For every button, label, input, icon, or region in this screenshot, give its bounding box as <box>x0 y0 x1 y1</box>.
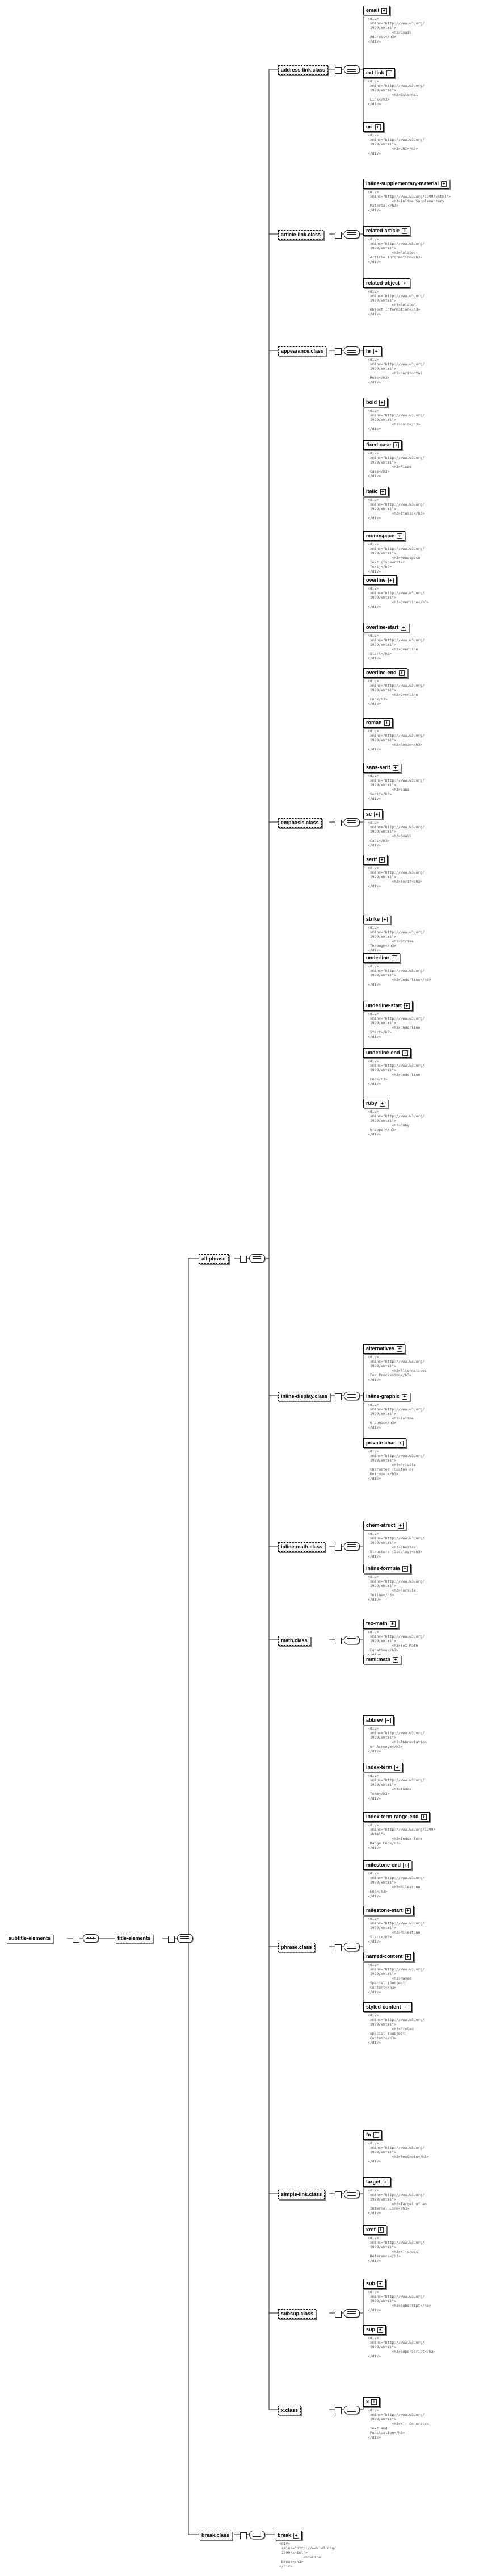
choice-compositor-icon <box>344 2190 360 2198</box>
choice-compositor-icon <box>344 2309 360 2318</box>
node-label: abbrev <box>366 1717 383 1723</box>
element-fn[interactable] <box>363 2130 382 2140</box>
expand-plus-icon[interactable]: + <box>401 625 406 631</box>
documentation-text: <div> xmlns="http://www.w3.org/1999/xhtml"> <h3>Inline Supplementary Material</h3> </div> <box>368 190 451 212</box>
node-label: email <box>366 7 380 13</box>
choice-mark <box>347 2411 356 2412</box>
node-label: milestone-end <box>366 1862 401 1868</box>
element-strike[interactable] <box>363 915 390 924</box>
expand-plus-icon[interactable]: + <box>377 2327 383 2333</box>
documentation-text: <div> xmlns="http://www.w3.org/ 1999/xhtml"> <h3>Strike Through</h3> </div> <box>368 925 425 953</box>
node-label: target <box>366 2179 381 2185</box>
node-label: break <box>278 2532 292 2538</box>
element-sub[interactable] <box>363 2279 386 2289</box>
group-subsup-class[interactable] <box>278 2309 316 2319</box>
expand-plus-icon[interactable]: + <box>397 533 402 539</box>
expand-toggle-icon[interactable] <box>335 820 342 826</box>
expand-toggle-icon[interactable] <box>335 2407 342 2414</box>
group-address-link-class[interactable] <box>278 65 328 75</box>
root-label: subtitle-elements <box>9 1935 51 1941</box>
expand-plus-icon[interactable]: + <box>441 181 447 187</box>
documentation-text: <div> xmlns="http://www.w3.org/ 1999/xhtml"> <h3>Target of an Internal Link</h3> </div> <box>368 2188 427 2215</box>
sequence-compositor-icon <box>83 1934 99 1943</box>
choice-mark <box>253 1256 261 1257</box>
element-chem-struct[interactable] <box>363 1521 406 1530</box>
choice-mark <box>347 69 356 70</box>
node-label: sans-serif <box>366 765 390 770</box>
node-label: named-content <box>366 1953 403 1959</box>
node-label: mml:math <box>366 1656 391 1662</box>
expand-plus-icon[interactable]: + <box>398 1441 404 1446</box>
node-label: underline-start <box>366 1003 402 1008</box>
documentation-text: <div> xmlns="http://www.w3.org/ 1999/xhtml"> <h3>Overline Start</h3> </div> <box>368 633 425 661</box>
element-uri[interactable] <box>363 122 384 132</box>
node-label: roman <box>366 720 382 725</box>
documentation-text: <div> xmlns="http://www.w3.org/ 1999/xhtml"> <h3>Chemical Structure (Display)</h3> </div> <box>368 1531 425 1559</box>
expand-toggle-icon[interactable] <box>335 348 342 355</box>
node-label: index-term-range-end <box>366 1814 419 1819</box>
choice-compositor-icon <box>344 65 360 74</box>
sequence-mark <box>90 1937 91 1939</box>
documentation-text: <div> xmlns="http://www.w3.org/ 1999/xhtml"> <h3>Italic</h3> </div> <box>368 498 425 520</box>
documentation-text: <div> xmlns="http://www.w3.org/ 1999/xhtml"> <h3>TeX Math Equation</h3> <box>368 1630 425 1652</box>
expand-plus-icon[interactable]: + <box>399 670 405 676</box>
documentation-text: <div> xmlns="http://www.w3.org/ 1999/xhtml"> <h3>Bold</h3> </div> <box>368 408 425 431</box>
choice-compositor-icon <box>344 1392 360 1400</box>
expand-plus-icon[interactable]: + <box>402 1566 408 1572</box>
expand-plus-icon[interactable]: + <box>404 1003 410 1009</box>
node-label: x.class <box>281 2407 299 2413</box>
choice-compositor-icon <box>344 230 360 239</box>
group-article-link-class[interactable] <box>278 230 323 240</box>
expand-plus-icon[interactable]: + <box>379 400 385 406</box>
expand-plus-icon[interactable]: + <box>373 349 379 354</box>
node-label: phrase.class <box>281 1944 312 1950</box>
documentation-text: <div> xmlns="http://www.w3.org/ 1999/xhtml"> <h3>Footnote</h3> </div> <box>368 2141 429 2164</box>
node-label: uri <box>366 124 373 130</box>
documentation-text: <div> xmlns="http://www.w3.org/ 1999/xhtml"> <h3>Related Article Information</h3> </div> <box>368 237 425 264</box>
element-related-article[interactable] <box>363 226 410 236</box>
expand-toggle-icon[interactable] <box>335 232 342 239</box>
documentation-text: <div> xmlns="http://www.w3.org/ 1999/xhtml"> <h3>Related Object Information</h3> </div> <box>368 289 425 316</box>
node-label: fn <box>366 2132 371 2137</box>
documentation-text: <div> xmlns="http://www.w3.org/ 1999/xhtml"> <h3>Serif</h3> </div> <box>368 866 425 888</box>
node-label: address-link.class <box>281 67 326 73</box>
element-underline-start[interactable] <box>363 1001 413 1011</box>
choice-compositor-icon <box>177 1934 193 1943</box>
choice-mark <box>347 1544 356 1545</box>
documentation-text: <div> xmlns="http://www.w3.org/ 1999/xhtml"> <h3>Line Break</h3> </div> <box>279 2541 337 2569</box>
choice-mark <box>347 232 356 233</box>
expand-plus-icon[interactable]: + <box>421 1814 427 1820</box>
choice-mark <box>180 1936 189 1937</box>
node-label: hr <box>366 348 371 354</box>
documentation-text: <div> xmlns="http://www.w3.org/ 1999/xhtml"> <h3>X - Generated Text and Punctuation</h3> </div> <box>368 2408 429 2440</box>
choice-compositor-icon <box>249 1254 265 1263</box>
root-element-subtitle-elements[interactable] <box>6 1934 53 1943</box>
expand-plus-icon[interactable]: + <box>397 1346 402 1352</box>
choice-compositor-icon <box>344 1943 360 1951</box>
expand-plus-icon[interactable]: + <box>374 812 380 817</box>
documentation-text: <div> xmlns="http://www.w3.org/ 1999/xhtml"> <h3>Superscript</h3> </div> <box>368 2336 436 2358</box>
expand-plus-icon[interactable]: + <box>388 578 394 583</box>
documentation-text: <div> xmlns="http://www.w3.org/ 1999/xhtml"> <h3>Overline</h3> </div> <box>368 586 429 609</box>
expand-plus-icon[interactable]: + <box>371 2399 377 2405</box>
choice-mark <box>347 820 356 821</box>
documentation-text: <div> xmlns="http://www.w3.org/ 1999/xhtml"> <h3>Underline End</h3> </div> <box>368 1059 425 1086</box>
node-label: article-link.class <box>281 232 321 237</box>
node-label: appearance.class <box>281 348 324 354</box>
documentation-text: <div> xmlns="http://www.w3.org/1999/ xhtml"> <h3>Index Term Range End</h3> </div> <box>368 1823 436 1850</box>
element-inline-formula[interactable] <box>363 1564 411 1573</box>
documentation-text: <div> xmlns="http://www.w3.org/ 1999/xhtml"> <h3>Overline End</h3> </div> <box>368 679 425 706</box>
element-index-term-range-end[interactable] <box>363 1812 430 1822</box>
expand-plus-icon[interactable]: + <box>386 70 392 76</box>
element-alternatives[interactable] <box>363 1344 405 1354</box>
element-break[interactable] <box>275 2531 302 2540</box>
node-label: ext-link <box>366 70 384 76</box>
documentation-text: <div> xmlns="http://www.w3.org/ 1999/xhtml"> <h3>Subscript</h3> </div> <box>368 2290 431 2312</box>
element-related-object[interactable] <box>363 278 410 288</box>
element-styled-content[interactable] <box>363 2002 412 2012</box>
documentation-text: <div> xmlns="http://www.w3.org/ 1999/xhtml"> <h3>Monospace Text (Typewriter Text)</h3> </div> <box>368 542 425 574</box>
element-named-content[interactable] <box>363 1952 414 1961</box>
group-break-class[interactable] <box>199 2531 232 2540</box>
sequence-mark <box>87 1937 89 1939</box>
node-label: underline <box>366 955 389 961</box>
element-milestone-end[interactable] <box>363 1860 411 1870</box>
node-label: fixed-case <box>366 442 392 448</box>
node-label: inline-display.class <box>281 1393 327 1399</box>
group-inline-math-class[interactable] <box>278 1542 325 1552</box>
choice-mark <box>347 1638 356 1639</box>
documentation-text: <div> xmlns="http://www.w3.org/ 1999/xhtml"> <h3>Underline Start</h3> </div> <box>368 1012 425 1039</box>
element-sans-serif[interactable] <box>363 763 401 773</box>
expand-plus-icon[interactable]: + <box>385 1718 391 1723</box>
element-fixed-case[interactable] <box>363 440 402 450</box>
choice-mark <box>347 2311 356 2312</box>
choice-mark <box>347 822 356 823</box>
group-phrase-class[interactable] <box>278 1943 315 1952</box>
choice-mark <box>347 2192 356 2193</box>
expand-toggle-icon[interactable] <box>335 1638 342 1644</box>
element-mml-math[interactable] <box>363 1655 401 1664</box>
node-label: x <box>366 2399 369 2404</box>
element-abbrev[interactable] <box>363 1715 394 1725</box>
element-index-term[interactable] <box>363 1763 403 1772</box>
sequence-mark <box>93 1937 94 1939</box>
element-ext-link[interactable] <box>363 68 395 78</box>
element-overline[interactable] <box>363 575 397 585</box>
node-label: index-term <box>366 1764 393 1770</box>
documentation-text: <div> xmlns="http://www.w3.org/ 1999/xhtml"> <h3>Formula, Inline</h3> </div> <box>368 1575 425 1602</box>
expand-plus-icon[interactable]: + <box>402 281 407 286</box>
node-label: simple-link.class <box>281 2191 322 2197</box>
expand-toggle-icon[interactable] <box>335 1944 342 1951</box>
expand-toggle-icon[interactable] <box>168 1936 175 1943</box>
group-label: title-elements <box>117 1935 151 1941</box>
node-label: milestone-start <box>366 1907 403 1913</box>
expand-toggle-icon[interactable] <box>335 2191 342 2198</box>
choice-mark <box>347 234 356 235</box>
documentation-text: <div> xmlns="http://www.w3.org/ 1999/xhtml"> <h3>Underline</h3> </div> <box>368 964 431 987</box>
node-label: xref <box>366 2227 376 2232</box>
group-simple-link-class[interactable] <box>278 2190 325 2199</box>
node-label: styled-content <box>366 2004 401 2010</box>
node-label: italic <box>366 489 378 494</box>
choice-mark <box>347 2313 356 2314</box>
expand-plus-icon[interactable]: + <box>393 1657 398 1663</box>
expand-plus-icon[interactable]: + <box>403 1863 409 1868</box>
documentation-text: <div> xmlns="http://www.w3.org/ 1999/xhtml"> <h3>Index Term</h3> </div> <box>368 1773 425 1801</box>
expand-plus-icon[interactable]: + <box>382 917 388 922</box>
expand-plus-icon[interactable]: + <box>378 2227 384 2233</box>
element-xref[interactable] <box>363 2225 386 2235</box>
choice-mark <box>347 1397 356 1398</box>
node-label: overline <box>366 577 386 583</box>
documentation-text: <div> xmlns="http://www.w3.org/ 1999/xhtml"> <h3>Horizontal Rule</h3> </div> <box>368 357 425 385</box>
node-label: overline-start <box>366 624 399 630</box>
node-label: related-article <box>366 228 400 233</box>
expand-plus-icon[interactable]: + <box>405 1954 411 1960</box>
choice-mark <box>180 1938 189 1939</box>
choice-mark <box>347 1394 356 1395</box>
node-label: sup <box>366 2327 376 2332</box>
expand-plus-icon[interactable]: + <box>375 124 381 130</box>
expand-plus-icon[interactable]: + <box>390 1621 396 1627</box>
element-italic[interactable] <box>363 487 389 496</box>
node-label: private-char <box>366 1440 396 1446</box>
node-label: tex-math <box>366 1621 388 1626</box>
choice-mark <box>347 71 356 72</box>
choice-mark <box>347 2195 356 2196</box>
expand-plus-icon[interactable]: + <box>379 857 385 863</box>
group-label: break.class <box>201 2532 230 2538</box>
element-target[interactable] <box>363 2177 391 2187</box>
element-ruby[interactable] <box>363 1099 388 1108</box>
expand-plus-icon[interactable]: + <box>394 1765 400 1771</box>
expand-plus-icon[interactable]: + <box>392 955 397 961</box>
expand-plus-icon[interactable]: + <box>377 2281 383 2287</box>
element-hr[interactable] <box>363 346 382 356</box>
choice-mark <box>347 352 356 353</box>
choice-mark <box>347 1948 356 1949</box>
documentation-text: <div> xmlns="http://www.w3.org/ 1999/xhtml"> <h3>Inline Graphic</h3> </div> <box>368 1402 425 1430</box>
choice-compositor-icon <box>344 1636 360 1644</box>
node-label: ruby <box>366 1100 377 1106</box>
element-bold[interactable] <box>363 398 388 407</box>
expand-plus-icon[interactable]: + <box>381 8 387 14</box>
choice-mark <box>253 2536 261 2537</box>
element-monospace[interactable] <box>363 531 405 541</box>
node-label: underline-end <box>366 1050 400 1055</box>
expand-plus-icon[interactable]: + <box>393 442 399 448</box>
expand-plus-icon[interactable]: + <box>373 2132 379 2138</box>
expand-toggle-icon[interactable] <box>240 1256 247 1263</box>
element-private-char[interactable] <box>363 1438 406 1448</box>
choice-compositor-icon <box>344 2406 360 2414</box>
node-label: bold <box>366 399 377 405</box>
group-inline-display-class[interactable] <box>278 1392 330 1401</box>
documentation-text: <div> xmlns="http://www.w3.org/ 1999/xhtml"> <h3>Fixed Case</h3> </div> <box>368 451 425 478</box>
expand-plus-icon[interactable]: + <box>402 1050 408 1056</box>
choice-compositor-icon <box>344 346 360 355</box>
element-inline-graphic[interactable] <box>363 1392 410 1401</box>
element-email[interactable] <box>363 6 390 15</box>
documentation-text: <div> xmlns="http://www.w3.org/ 1999/xhtml"> <h3>Named Special (Subject) Content</h3> </div> <box>368 1963 425 1994</box>
element-sc[interactable] <box>363 809 383 819</box>
choice-mark <box>253 1258 261 1259</box>
documentation-text: <div> xmlns="http://www.w3.org/ 1999/xhtml"> <h3>Ruby Wrapper</h3> </div> <box>368 1109 425 1137</box>
documentation-text: <div> xmlns="http://www.w3.org/ 1999/xhtml"> <h3>Email Address</h3> </div> <box>368 16 425 44</box>
element-overline-start[interactable] <box>363 623 409 632</box>
element-x[interactable] <box>363 2397 380 2407</box>
expand-plus-icon[interactable]: + <box>398 1523 404 1529</box>
node-label: chem-struct <box>366 1522 396 1528</box>
expand-toggle-icon[interactable] <box>335 67 342 74</box>
group-emphasis-class[interactable] <box>278 818 322 828</box>
element-underline[interactable] <box>363 953 400 963</box>
element-inline-supplementary-material[interactable] <box>363 179 449 189</box>
expand-plus-icon[interactable]: + <box>402 1394 407 1400</box>
element-tex-math[interactable] <box>363 1619 398 1629</box>
documentation-text: <div> xmlns="http://www.w3.org/ 1999/xhtml"> <h3>X (cross) Reference</h3> </div> <box>368 2236 425 2263</box>
expand-plus-icon[interactable]: + <box>380 1101 385 1107</box>
node-label: math.class <box>281 1638 308 1643</box>
expand-toggle-icon[interactable] <box>335 1393 342 1400</box>
node-label: inline-formula <box>366 1565 400 1571</box>
element-sup[interactable] <box>363 2325 386 2335</box>
group-title-elements[interactable] <box>115 1934 153 1943</box>
documentation-text: <div> xmlns="http://www.w3.org/ 1999/xhtml"> <h3>Sans Serif</h3> </div> <box>368 774 425 801</box>
documentation-text: <div> xmlns="http://www.w3.org/ 1999/xhtml"> <h3>Small Caps</h3> </div> <box>368 820 425 847</box>
group-label: all-phrase <box>201 1256 226 1262</box>
expand-plus-icon[interactable]: + <box>402 228 407 234</box>
documentation-text: <div> xmlns="http://www.w3.org/ 1999/xhtml"> <h3>External Link</h3> </div> <box>368 79 425 106</box>
node-label: inline-math.class <box>281 1544 323 1550</box>
documentation-text: <div> xmlns="http://www.w3.org/ 1999/xhtml"> <h3>Roman</h3> </div> <box>368 729 425 751</box>
documentation-text: <div> xmlns="http://www.w3.org/ 1999/xhtml"> <h3>Milestone End</h3> </div> <box>368 1871 425 1898</box>
documentation-text: <div> xmlns="http://www.w3.org/ 1999/xhtml"> <h3>URI</h3> </div> <box>368 133 425 156</box>
node-label: serif <box>366 857 377 862</box>
group-all-phrase[interactable] <box>199 1254 229 1264</box>
expand-plus-icon[interactable]: + <box>404 2005 409 2010</box>
expand-plus-icon[interactable]: + <box>383 2180 388 2185</box>
expand-toggle-icon[interactable] <box>335 2311 342 2318</box>
expand-plus-icon[interactable]: + <box>384 720 390 726</box>
element-serif[interactable] <box>363 855 388 865</box>
documentation-text: <div> xmlns="http://www.w3.org/ 1999/xhtml"> <h3>Milestone Start</h3> </div> <box>368 1917 425 1944</box>
choice-compositor-icon <box>344 818 360 826</box>
expand-plus-icon[interactable]: + <box>393 765 398 771</box>
node-label: sc <box>366 811 372 817</box>
expand-toggle-icon[interactable] <box>73 1936 79 1943</box>
choice-mark <box>347 1546 356 1547</box>
node-label: overline-end <box>366 670 397 675</box>
documentation-text: <div> xmlns="http://www.w3.org/ 1999/xhtml"> <h3>Private Character (Custom or Unicode)</h3> </div> <box>368 1449 425 1481</box>
expand-plus-icon[interactable]: + <box>380 489 386 495</box>
choice-compositor-icon <box>344 1542 360 1551</box>
documentation-text: <div> xmlns="http://www.w3.org/ 1999/xhtml"> <h3>Styled Special (Subject) Content</h3> </div> <box>368 2013 425 2045</box>
element-roman[interactable] <box>363 718 393 728</box>
node-label: alternatives <box>366 1346 395 1351</box>
group-x-class[interactable] <box>278 2406 301 2415</box>
node-label: inline-supplementary-material <box>366 181 439 186</box>
node-label: subsup.class <box>281 2311 314 2316</box>
choice-mark <box>347 350 356 351</box>
node-label: monospace <box>366 533 395 538</box>
node-label: sub <box>366 2281 376 2286</box>
node-label: inline-graphic <box>366 1393 400 1399</box>
node-label: emphasis.class <box>281 820 319 825</box>
element-milestone-start[interactable] <box>363 1906 414 1915</box>
documentation-text: <div> xmlns="http://www.w3.org/ 1999/xhtml"> <h3>Abbreviation or Acronym</h3> </div> <box>368 1726 427 1753</box>
node-label: strike <box>366 916 380 922</box>
group-math-class[interactable] <box>278 1636 310 1646</box>
node-label: related-object <box>366 280 400 286</box>
group-appearance-class[interactable] <box>278 346 326 356</box>
element-underline-end[interactable] <box>363 1048 411 1058</box>
element-overline-end[interactable] <box>363 668 407 678</box>
expand-plus-icon[interactable]: + <box>293 2533 299 2539</box>
expand-plus-icon[interactable]: + <box>405 1908 411 1914</box>
choice-compositor-icon <box>249 2531 265 2539</box>
expand-toggle-icon[interactable] <box>335 1544 342 1551</box>
documentation-text: <div> xmlns="http://www.w3.org/ 1999/xhtml"> <h3>Alternatives For Processing</h3> </div> <box>368 1355 427 1382</box>
expand-toggle-icon[interactable] <box>240 2532 247 2539</box>
